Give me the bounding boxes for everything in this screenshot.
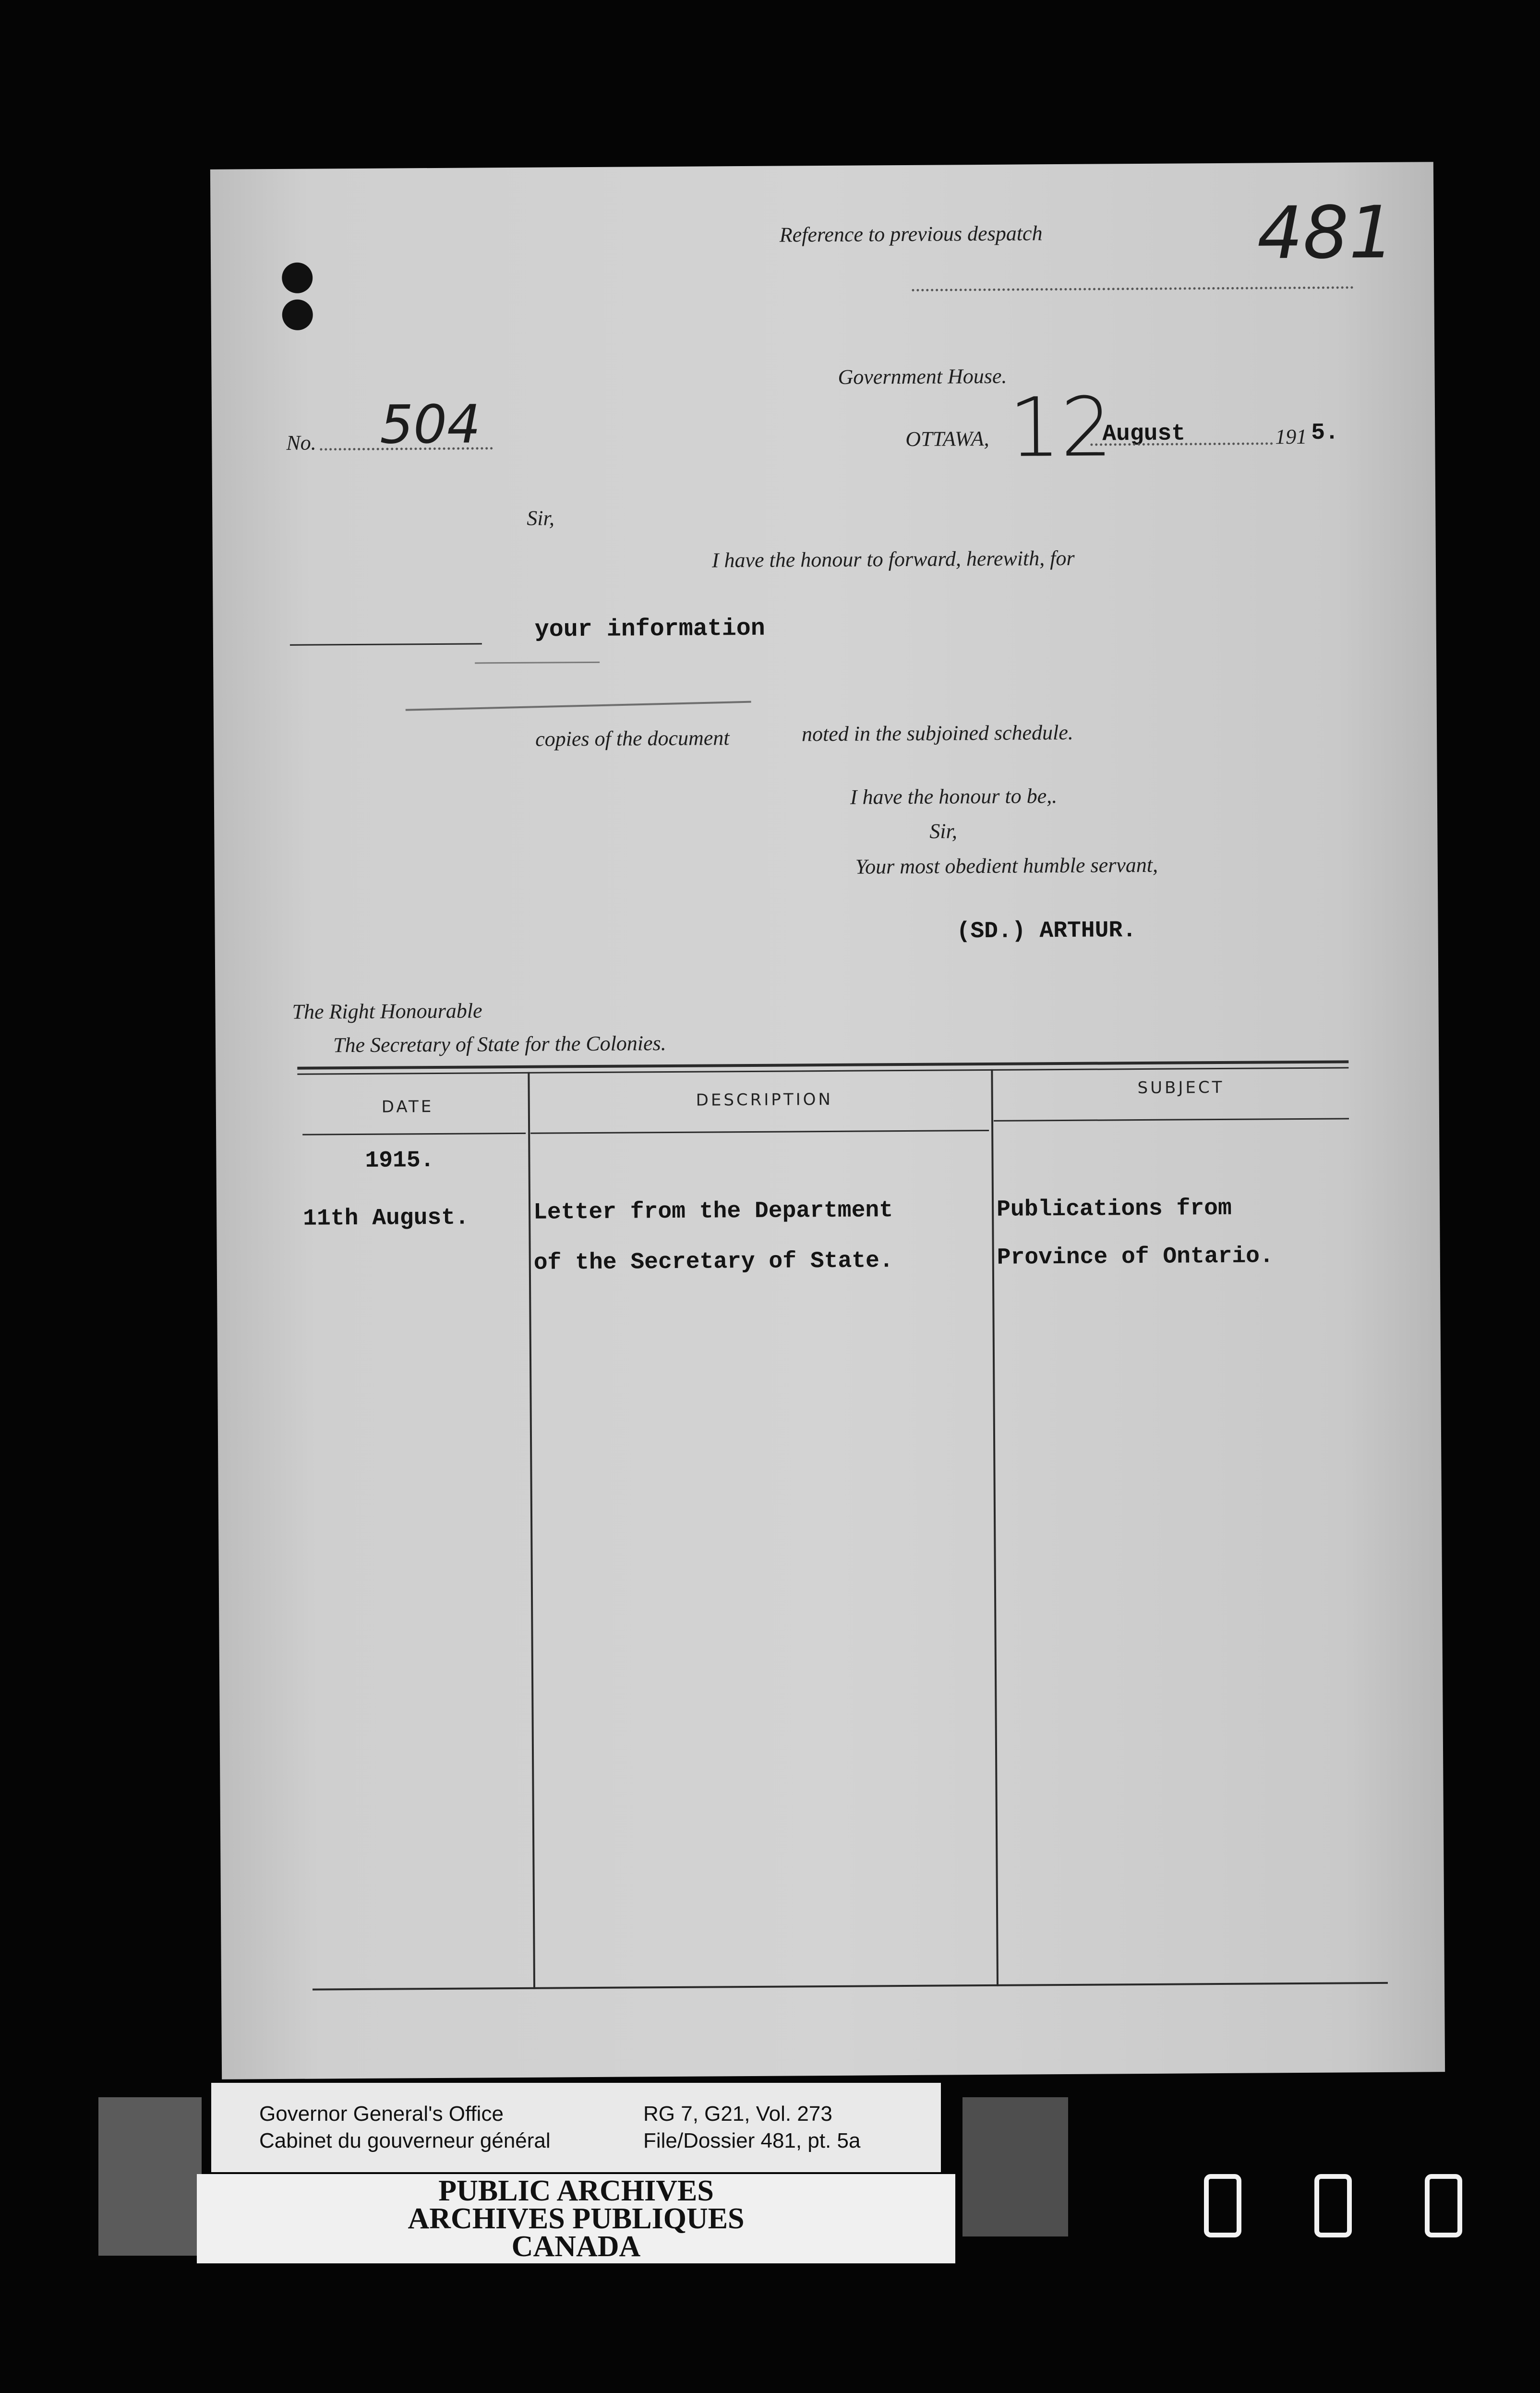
closing-3: Your most obedient humble servant,: [855, 853, 1158, 879]
row-description-1: Letter from the Department: [533, 1197, 893, 1226]
no-label: No.: [286, 431, 316, 455]
header-rule-description: [530, 1130, 989, 1134]
purpose: your information: [534, 615, 765, 644]
opening-line: I have the honour to forward, herewith, for: [711, 546, 1075, 572]
film-leader-right: [962, 2097, 1068, 2236]
year-prefix: 191: [1275, 424, 1307, 449]
copies-line-a: copies of the document: [535, 726, 730, 751]
month: August: [1102, 421, 1186, 447]
day: 12: [1008, 380, 1113, 476]
frame-counter-digit-3: [1425, 2174, 1462, 2237]
archives-line-3: CANADA: [511, 2230, 641, 2263]
salutation: Sir,: [527, 506, 554, 530]
addressee-2: The Secretary of State for the Colonies.: [333, 1031, 666, 1057]
copies-line-b: noted in the subjoined schedule.: [801, 720, 1074, 746]
public-archives-label: [197, 2174, 955, 2263]
row-subject-2: Province of Ontario.: [997, 1243, 1274, 1271]
header-subject: SUBJECT: [1137, 1077, 1225, 1098]
year-suffix: 5.: [1311, 420, 1339, 446]
document-page: [210, 162, 1445, 2079]
pencil-stroke-1: [475, 662, 600, 664]
government-house: Government House.: [838, 364, 1007, 389]
archives-line-2: ARCHIVES PUBLIQUES: [408, 2202, 745, 2235]
reference-dotted-line: [912, 286, 1353, 291]
row-date: 11th August.: [303, 1205, 469, 1232]
closing-2: Sir,: [929, 819, 957, 843]
frame-counter-digit-1: [1204, 2174, 1241, 2237]
film-leader-left: [98, 2097, 202, 2256]
pencil-stroke-2: [406, 701, 751, 711]
blank-line: [290, 643, 482, 645]
schedule-year: 1915.: [365, 1148, 434, 1174]
archives-line-1: PUBLIC ARCHIVES: [438, 2175, 714, 2207]
row-subject-1: Publications from: [996, 1195, 1232, 1223]
archive-ref-1: RG 7, G21, Vol. 273: [643, 2102, 832, 2126]
header-date: DATE: [381, 1097, 434, 1117]
signature: (SD.) ARTHUR.: [956, 918, 1137, 945]
punch-hole-bottom: [282, 300, 313, 330]
city: OTTAWA,: [905, 426, 989, 451]
closing-1: I have the honour to be,.: [850, 784, 1058, 809]
header-description: DESCRIPTION: [696, 1089, 833, 1110]
archive-reference-label: [211, 2083, 941, 2172]
table-bottom-rule: [313, 1982, 1388, 1991]
office-fr: Cabinet du gouverneur général: [259, 2129, 551, 2152]
addressee-1: The Right Honourable: [292, 999, 482, 1024]
archive-ref-2: File/Dossier 481, pt. 5a: [643, 2129, 861, 2152]
office-en: Governor General's Office: [259, 2102, 504, 2126]
despatch-number: 504: [379, 393, 481, 456]
punch-hole-top: [282, 263, 313, 293]
file-number: 481: [1257, 191, 1395, 276]
reference-label: Reference to previous despatch: [779, 221, 1043, 247]
header-rule-subject: [994, 1118, 1349, 1122]
frame-counter-digit-2: [1314, 2174, 1352, 2237]
header-rule-date: [302, 1133, 526, 1136]
row-description-2: of the Secretary of State.: [533, 1248, 893, 1276]
